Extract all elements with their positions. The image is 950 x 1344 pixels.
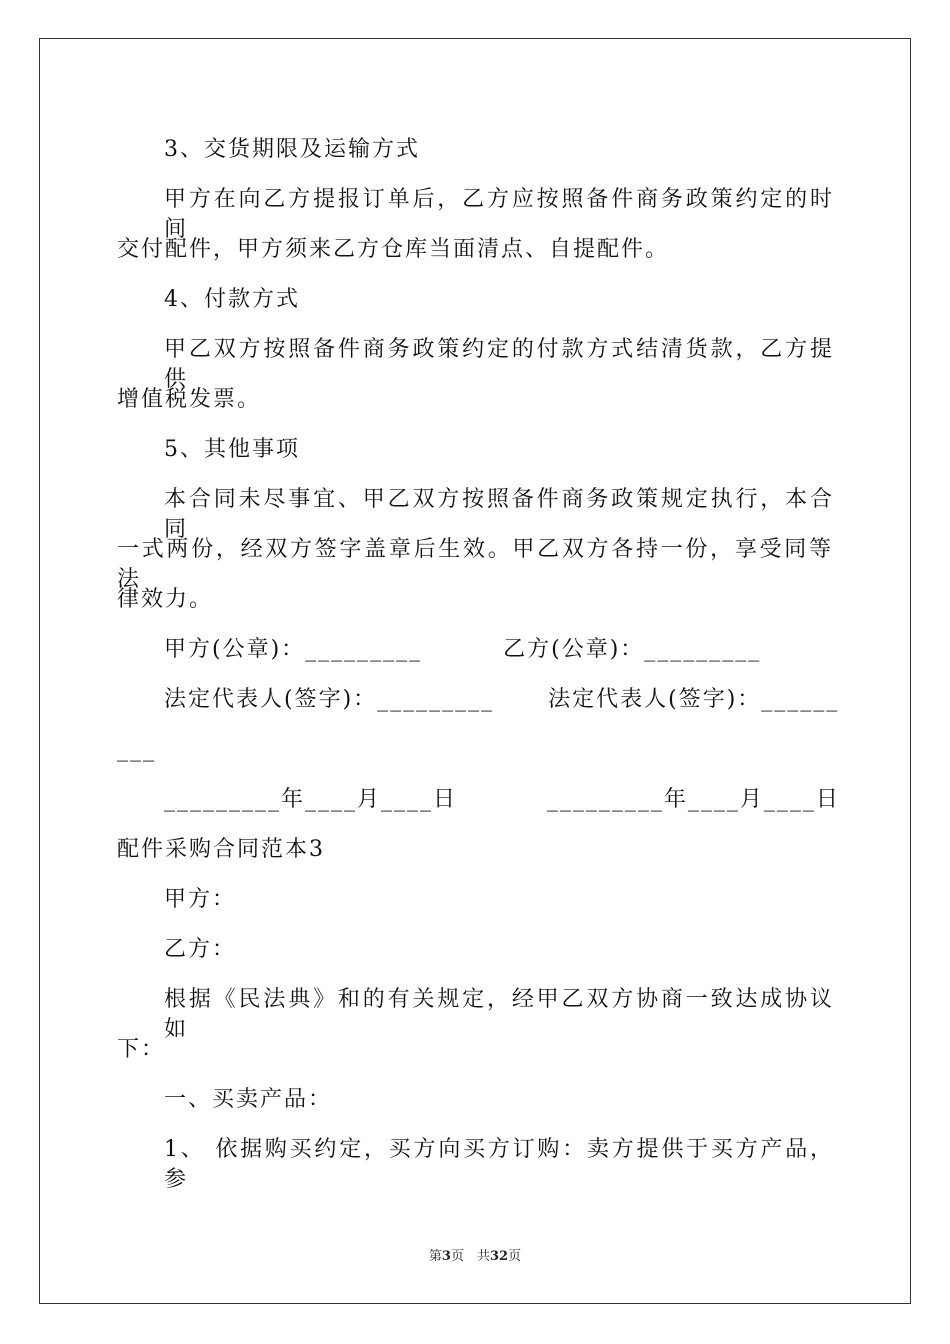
section-heading-products: 一、买卖产品：	[164, 1087, 333, 1112]
footer-page-total: 32	[489, 1249, 509, 1264]
party-a-line: 甲方：	[164, 887, 237, 912]
paragraph-line: 根据《民法典》和的有关规定，经甲乙双方协商一致达成协议如	[164, 987, 834, 1042]
section-heading-payment: 4、付款方式	[164, 287, 300, 312]
section-heading-other: 5、其他事项	[164, 437, 300, 462]
paragraph-line: 本合同未尽事宜、甲乙双方按照备件商务政策规定执行，本合同	[164, 487, 834, 542]
footer-prefix: 第	[428, 1249, 442, 1264]
paragraph-line: 增值税发票。	[117, 387, 262, 412]
paragraph-line: 律效力。	[117, 587, 214, 612]
paragraph-line: 甲乙双方按照备件商务政策约定的付款方式结清货款，乙方提供	[164, 337, 834, 392]
signature-representative-line: 法定代表人(签字)：_________ 法定代表人(签字)：______	[164, 687, 840, 712]
paragraph-line: 一式两份，经双方签字盖章后生效。甲乙双方各持一份，享受同等法	[117, 537, 833, 592]
signature-seal-line: 甲方(公章)：_________ 乙方(公章)：_________	[164, 637, 762, 662]
paragraph-line: 甲方在向乙方提报订单后，乙方应按照备件商务政策约定的时间	[164, 187, 834, 242]
paragraph-line: 下：	[117, 1037, 166, 1062]
section-heading-delivery: 3、交货期限及运输方式	[164, 137, 420, 162]
page-footer	[0, 1245, 950, 1264]
date-line: _________年____月____日 _________年____月____日	[164, 787, 840, 812]
footer-mid: 页 共	[450, 1249, 490, 1264]
footer-page-number: 3	[441, 1249, 451, 1264]
party-b-line: 乙方：	[164, 937, 237, 962]
contract-title: 配件采购合同范本3	[117, 837, 325, 862]
paragraph-line: 1、 依据购买约定，买方向买方订购：卖方提供于买方产品，参	[164, 1137, 834, 1192]
footer-suffix: 页	[508, 1249, 522, 1264]
signature-overflow-line: ___	[117, 737, 156, 762]
paragraph-line: 交付配件，甲方须来乙方仓库当面清点、自提配件。	[117, 237, 670, 262]
